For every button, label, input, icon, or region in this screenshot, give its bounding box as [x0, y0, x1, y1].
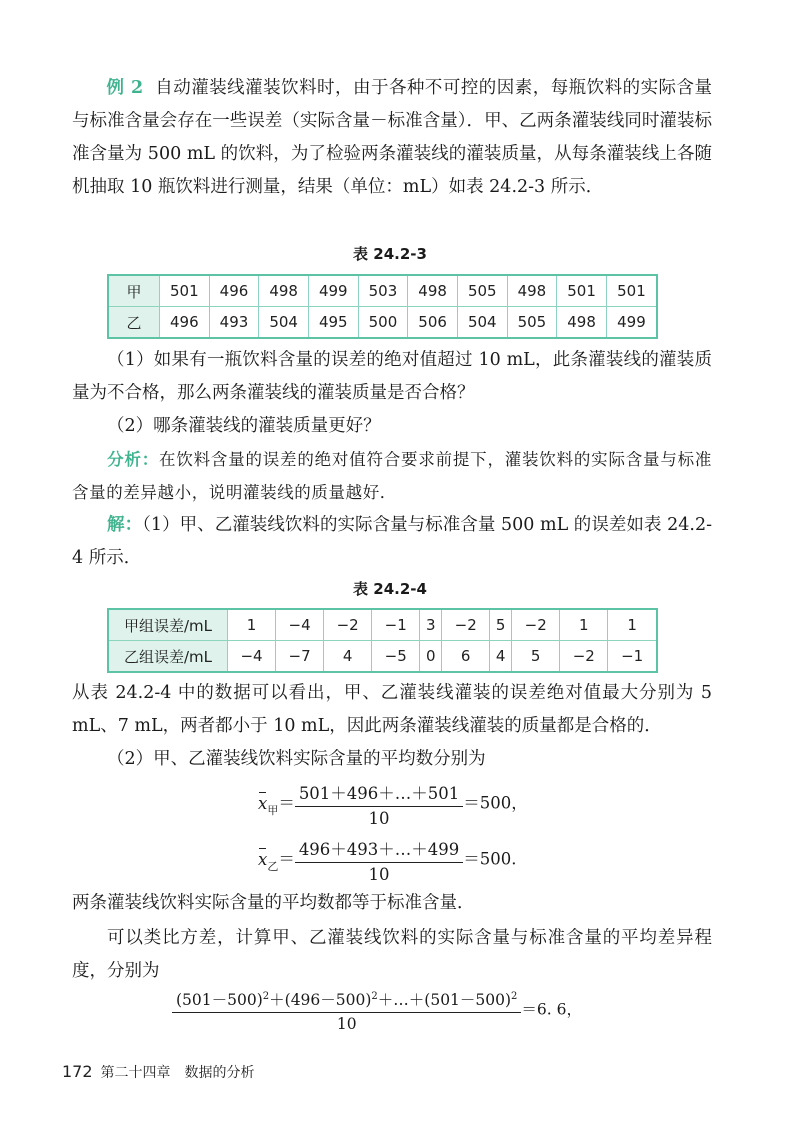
- table-cell: −2: [442, 609, 490, 641]
- analysis-text: 在饮料含量的误差的绝对值符合要求前提下，灌装饮料的实际含量与标准含量的差异越小，说明灌装线的质量越好．: [72, 450, 712, 502]
- table-cell: 498: [259, 275, 309, 307]
- row-label: 乙: [108, 307, 160, 339]
- chapter-title: 第二十四章 数据的分析: [100, 1065, 255, 1081]
- solution-text: （1）甲、乙灌装线饮料的实际含量与标准含量 500 mL 的误差如表 24.2-4 所示．: [72, 515, 712, 568]
- table-cell: −1: [372, 609, 420, 641]
- mean-b-result: ＝500.: [463, 849, 517, 869]
- row-label: 乙组误差/mL: [108, 641, 228, 673]
- table-cell: 505: [457, 275, 507, 307]
- mean-b-numerator: 496＋493＋…＋499: [295, 836, 463, 863]
- analysis-paragraph: [72, 443, 712, 509]
- variance-term-2: ＋(496－500): [269, 991, 372, 1009]
- table-cell: 501: [557, 275, 607, 307]
- table-24-2-4: [107, 608, 658, 673]
- table-cell: 499: [606, 307, 657, 339]
- variance-exp-3: 2: [511, 990, 518, 1002]
- question-1: （1）如果有一瓶饮料含量的误差的绝对值超过 10 mL，此条灌装线的灌装质量为不合格，那么两条灌装线的灌装质量是否合格？: [72, 350, 712, 403]
- page-number: 172: [62, 1062, 93, 1081]
- table-cell: 496: [209, 275, 259, 307]
- variance-term-3: ＋…＋(501－500): [377, 991, 512, 1009]
- mean-a-denominator: 10: [368, 809, 390, 828]
- table-cell: 506: [408, 307, 458, 339]
- row-label: 甲组误差/mL: [108, 609, 228, 641]
- table-cell: 4: [490, 641, 512, 673]
- table-row: [108, 275, 657, 307]
- table-cell: 4: [324, 641, 372, 673]
- variance-exp-2: 2: [371, 990, 378, 1002]
- variance-result: ＝6. 6，: [521, 1000, 582, 1019]
- table-cell: −4: [276, 609, 324, 641]
- mean-b-var: x: [258, 849, 268, 869]
- table-cell: 1: [560, 609, 608, 641]
- part2-paragraph: （2）甲、乙灌装线饮料实际含量的平均数分别为: [107, 749, 486, 769]
- table-cell: 504: [457, 307, 507, 339]
- table-cell: 499: [308, 275, 358, 307]
- table-cell: −7: [276, 641, 324, 673]
- mean-a-numerator: 501＋496＋…＋501: [295, 780, 463, 807]
- table-cell: 498: [408, 275, 458, 307]
- analogy-paragraph: 可以类比方差，计算甲、乙灌装线饮料的实际含量与标准含量的平均差异程度，分别为: [72, 928, 712, 981]
- table-row: [108, 641, 657, 673]
- question-2: （2）哪条灌装线的灌装质量更好？: [107, 416, 381, 436]
- table-cell: −2: [512, 609, 560, 641]
- table-cell: 0: [420, 641, 442, 673]
- solution-paragraph: [72, 509, 712, 575]
- page-footer: [62, 1062, 255, 1082]
- conclusion-paragraph: 从表 24.2-4 中的数据可以看出，甲、乙灌装线灌装的误差绝对值最大分别为 5 mL、7 mL，两者都小于 10 mL，因此两条灌装线灌装的质量都是合格的．: [72, 683, 712, 736]
- table-cell: 5: [490, 609, 512, 641]
- table-cell: 504: [259, 307, 309, 339]
- table-cell: 6: [442, 641, 490, 673]
- table1-caption: 表 24.2-3: [353, 245, 427, 263]
- table-cell: −1: [608, 641, 657, 673]
- table-24-2-3: [107, 274, 658, 339]
- table-cell: 500: [358, 307, 408, 339]
- mean-a-sub: 甲: [267, 803, 279, 817]
- row-label: 甲: [108, 275, 160, 307]
- example-paragraph: [72, 72, 712, 204]
- solution-label: 解：: [107, 515, 143, 535]
- mean-b-denominator: 10: [368, 865, 390, 884]
- mean-statement: 两条灌装线饮料实际含量的平均数都等于标准含量．: [72, 893, 475, 913]
- example-label: 例 2: [106, 78, 144, 98]
- table-cell: −5: [372, 641, 420, 673]
- table-cell: 501: [606, 275, 657, 307]
- mean-a-var: x: [258, 793, 268, 813]
- mean-formula-b: $x_乙=$ $\frac{496+493+\dots+499}{10}$ ＝500.: [258, 836, 517, 884]
- table-cell: −2: [560, 641, 608, 673]
- table-cell: −4: [228, 641, 276, 673]
- variance-term-1: (501－500): [176, 991, 263, 1009]
- variance-exp-1: 2: [262, 990, 270, 1002]
- mean-formula-a: $x_甲=$ $\frac{501+496+\dots+501}{10}$ ＝500，: [258, 780, 528, 828]
- table-cell: 493: [209, 307, 259, 339]
- mean-b-sub: 乙: [267, 859, 279, 873]
- table-cell: 496: [160, 307, 210, 339]
- table-cell: 1: [608, 609, 657, 641]
- table-row: [108, 609, 657, 641]
- variance-formula-a: [172, 988, 582, 1033]
- table-cell: 495: [308, 307, 358, 339]
- analysis-label: 分析：: [107, 450, 160, 469]
- table-cell: −2: [324, 609, 372, 641]
- variance-denominator: 10: [336, 1015, 357, 1033]
- table2-caption: 表 24.2-4: [353, 580, 427, 598]
- table-cell: 5: [512, 641, 560, 673]
- table-cell: 3: [420, 609, 442, 641]
- table-cell: 501: [160, 275, 210, 307]
- table-cell: 498: [557, 307, 607, 339]
- table-cell: 505: [507, 307, 557, 339]
- mean-a-result: ＝500，: [463, 793, 528, 813]
- table-cell: 503: [358, 275, 408, 307]
- example-text: 自动灌装线灌装饮料时，由于各种不可控的因素，每瓶饮料的实际含量与标准含量会存在一些误差（实际含量－标准含量）．甲、乙两条灌装线同时灌装标准含量为 500 mL 的饮料，为了检验两条灌装线的灌装质量，从每条灌装线上各随机抽取 10 瓶饮料进行测量，结果（单位：mL）如表 24.2-3 所示．: [72, 78, 712, 197]
- table-row: [108, 307, 657, 339]
- table-cell: 1: [228, 609, 276, 641]
- table-cell: 498: [507, 275, 557, 307]
